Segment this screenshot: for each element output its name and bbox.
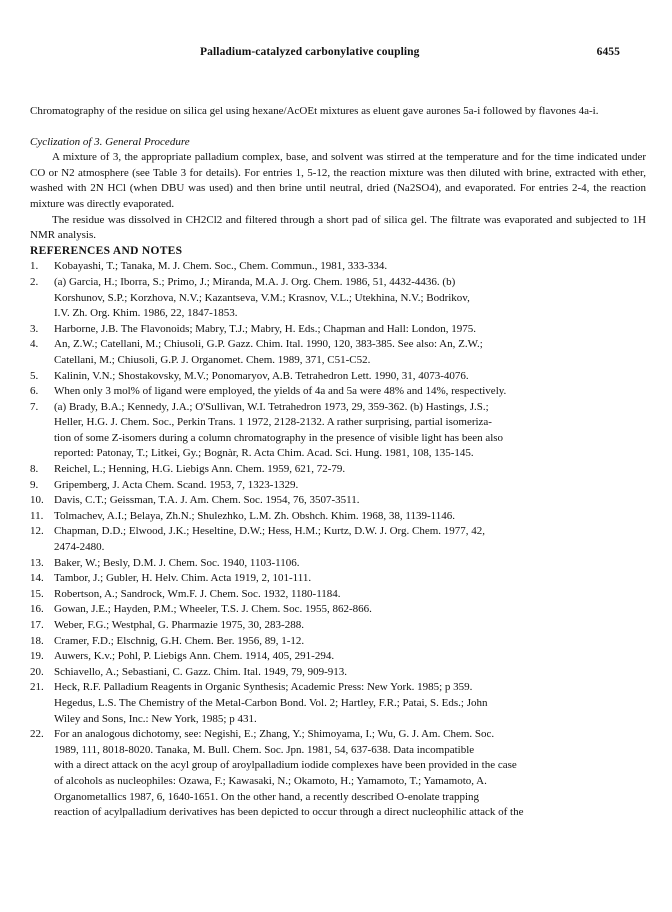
reference-line: tion of some Z-isomers during a column chromatography in the presence of visible light has been also <box>54 431 504 444</box>
reference-line: Tambor, J.; Gubler, H. Helv. Chim. Acta 1919, 2, 101-111. <box>54 572 312 585</box>
reference-number: 20. <box>30 665 44 678</box>
reference-item <box>30 571 646 587</box>
reference-line: When only 3 mol% of ligand were employed, the yields of 4a and 5a were 48% and 14%, respectively. <box>54 385 507 398</box>
reference-text <box>54 665 646 681</box>
page-body <box>30 104 646 821</box>
reference-line: Kobayashi, T.; Tanaka, M. J. Chem. Soc., Chem. Commun., 1981, 333-334. <box>54 260 388 273</box>
reference-line: 1989, 111, 8018-8020. Tanaka, M. Bull. Chem. Soc. Jpn. 1981, 54, 637-638. Data incompatible <box>54 743 475 756</box>
reference-item <box>30 384 646 400</box>
reference-text <box>54 478 646 494</box>
reference-text <box>54 618 646 634</box>
reference-text <box>54 556 646 572</box>
reference-number: 11. <box>30 509 44 522</box>
reference-text <box>54 493 646 509</box>
reference-item <box>30 259 646 275</box>
reference-text <box>54 602 646 618</box>
reference-line: Kalinin, V.N.; Shostakovsky, M.V.; Ponomaryov, A.B. Tetrahedron Lett. 1990, 31, 4073-4076. <box>54 369 469 382</box>
reference-line: Organometallics 1987, 6, 1640-1651. On the other hand, a recently described O-enolate trapping <box>54 790 480 803</box>
reference-line: Heck, R.F. Palladium Reagents in Organic Synthesis; Academic Press: New York. 1985; p 359. <box>54 681 473 694</box>
reference-line: (a) Garcia, H.; Iborra, S.; Primo, J.; Miranda, M.A. J. Org. Chem. 1986, 51, 4432-4436. (b) <box>54 275 456 288</box>
reference-line: Gripemberg, J. Acta Chem. Scand. 1953, 7, 1323-1329. <box>54 478 299 491</box>
reference-line: Catellani, M.; Chiusoli, G.P. J. Organomet. Chem. 1989, 371, C51-C52. <box>54 353 371 366</box>
reference-item <box>30 602 646 618</box>
reference-item <box>30 524 646 555</box>
reference-line: Schiavello, A.; Sebastiani, C. Gazz. Chim. Ital. 1949, 79, 909-913. <box>54 665 347 678</box>
references-heading: REFERENCES AND NOTES <box>30 244 183 257</box>
procedure-paragraph-1: A mixture of 3, the appropriate palladium complex, base, and solvent was stirred at the temperature and for the time indicated under CO or N2 atmosphere (see Table 3 for details). For entries 1, 5-12, the reaction mixture was then diluted with brine, extracted with ether, washed with 2N HCl (when DBU was used) and then brine until neutral, dried (Na2SO4), and evaporated. For entries 2-4, the reaction mixture was directly evaporated. <box>30 151 646 210</box>
reference-number: 18. <box>30 634 44 647</box>
reference-line: Robertson, A.; Sandrock, Wm.F. J. Chem. Soc. 1932, 1180-1184. <box>54 587 341 600</box>
reference-line: Baker, W.; Besly, D.M. J. Chem. Soc. 1940, 1103-1106. <box>54 556 300 569</box>
reference-text <box>54 680 646 727</box>
reference-text <box>54 400 646 462</box>
intro-paragraph: Chromatography of the residue on silica gel using hexane/AcOEt mixtures as eluent gave aurones 5a-i followed by flavones 4a-i. <box>30 105 599 117</box>
procedure-paragraph-2: The residue was dissolved in CH2Cl2 and filtered through a short pad of silica gel. The filtrate was evaporated and subjected to 1H NMR analysis. <box>30 213 646 242</box>
reference-number: 13. <box>30 556 44 569</box>
reference-line: Wiley and Sons, Inc.: New York, 1985; p 431. <box>54 712 257 725</box>
reference-text <box>54 727 646 821</box>
reference-text <box>54 384 646 400</box>
reference-line: Harborne, J.B. The Flavonoids; Mabry, T.J.; Mabry, H. Eds.; Chapman and Hall: London, 1975. <box>54 322 477 335</box>
reference-item <box>30 462 646 478</box>
page-number: 6455 <box>596 46 620 58</box>
reference-line: 2474-2480. <box>54 541 105 554</box>
reference-line: Cramer, F.D.; Elschnig, G.H. Chem. Ber. 1956, 89, 1-12. <box>54 634 305 647</box>
reference-item <box>30 275 646 322</box>
reference-number: 14. <box>30 572 44 585</box>
reference-line: Gowan, J.E.; Hayden, P.M.; Wheeler, T.S. J. Chem. Soc. 1955, 862-866. <box>54 603 372 616</box>
reference-text <box>54 571 646 587</box>
reference-item <box>30 369 646 385</box>
reference-item <box>30 337 646 368</box>
reference-text <box>54 587 646 603</box>
reference-number: 21. <box>30 681 44 694</box>
reference-item <box>30 587 646 603</box>
reference-number: 1. <box>30 260 39 273</box>
reference-line: I.V. Zh. Org. Khim. 1986, 22, 1847-1853. <box>54 307 238 320</box>
reference-line: Heller, H.G. J. Chem. Soc., Perkin Trans. 1 1972, 2128-2132. A rather surprising, partial isomeriza- <box>54 416 492 429</box>
reference-item <box>30 618 646 634</box>
reference-item <box>30 493 646 509</box>
reference-line: Tolmachev, A.I.; Belaya, Zh.N.; Shulezhko, L.M. Zh. Obshch. Khim. 1968, 38, 1139-1146. <box>54 509 455 522</box>
reference-line: Hegedus, L.S. The Chemistry of the Metal-Carbon Bond. Vol. 2; Hartley, F.R.; Patai, S. Eds.; John <box>54 696 488 709</box>
section-heading: Cyclization of 3. General Procedure <box>30 135 190 148</box>
reference-number: 4. <box>30 338 39 351</box>
reference-item <box>30 322 646 338</box>
reference-item <box>30 665 646 681</box>
reference-number: 16. <box>30 603 44 616</box>
reference-line: Auwers, K.v.; Pohl, P. Liebigs Ann. Chem. 1914, 405, 291-294. <box>54 650 335 663</box>
reference-text <box>54 634 646 650</box>
reference-text <box>54 524 646 555</box>
reference-line: Weber, F.G.; Westphal, G. Pharmazie 1975, 30, 283-288. <box>54 619 304 631</box>
reference-item <box>30 509 646 525</box>
reference-line: of alcohols as nucleophiles: Ozawa, F.; Kawasaki, N.; Okamoto, H.; Yamamoto, T.; Yamamoto, A. <box>54 774 487 787</box>
reference-item <box>30 556 646 572</box>
reference-item <box>30 400 646 462</box>
reference-number: 8. <box>30 463 39 476</box>
reference-line: with a direct attack on the acyl group of aroylpalladium iodide complexes have been provided in the case <box>54 759 517 772</box>
references-list <box>30 259 646 820</box>
reference-item <box>30 680 646 727</box>
reference-line: reaction of acylpalladium derivatives has been depicted to occur through a direct nucleophilic attack of the <box>54 806 524 819</box>
running-title: Palladium-catalyzed carbonylative coupling <box>200 46 420 58</box>
reference-text <box>54 259 646 275</box>
reference-number: 19. <box>30 650 44 663</box>
reference-number: 10. <box>30 494 44 507</box>
reference-number: 22. <box>30 728 44 741</box>
reference-line: Chapman, D.D.; Elwood, J.K.; Heseltine, D.W.; Hess, H.M.; Kurtz, D.W. J. Org. Chem. 1977, 42, <box>54 525 486 538</box>
reference-line: For an analogous dichotomy, see: Negishi, E.; Zhang, Y.; Shimoyama, I.; Wu, G. J. Am. Chem. Soc. <box>54 728 495 741</box>
reference-text <box>54 322 646 338</box>
reference-number: 17. <box>30 619 44 631</box>
reference-line: Reichel, L.; Henning, H.G. Liebigs Ann. Chem. 1959, 621, 72-79. <box>54 463 346 476</box>
reference-line: (a) Brady, B.A.; Kennedy, J.A.; O'Sullivan, W.I. Tetrahedron 1973, 29, 359-362. (b) Hastings, J.S.; <box>54 400 489 413</box>
reference-line: Davis, C.T.; Geissman, T.A. J. Am. Chem. Soc. 1954, 76, 3507-3511. <box>54 494 360 507</box>
reference-number: 6. <box>30 385 39 398</box>
reference-number: 12. <box>30 525 44 538</box>
reference-line: reported: Patonay, T.; Litkei, Gy.; Bognàr, R. Acta Chim. Acad. Sci. Hung. 1981, 108, 135-145. <box>54 447 474 460</box>
reference-item <box>30 634 646 650</box>
reference-number: 5. <box>30 369 39 382</box>
reference-text <box>54 369 646 385</box>
reference-text <box>54 337 646 368</box>
reference-item <box>30 649 646 665</box>
reference-number: 15. <box>30 587 44 600</box>
reference-number: 2. <box>30 275 39 288</box>
reference-number: 3. <box>30 322 39 335</box>
reference-item <box>30 727 646 821</box>
reference-number: 9. <box>30 478 39 491</box>
reference-line: An, Z.W.; Catellani, M.; Chiusoli, G.P. Gazz. Chim. Ital. 1990, 120, 383-385. See also: An, Z.W.; <box>54 338 483 351</box>
reference-text <box>54 462 646 478</box>
reference-text <box>54 275 646 322</box>
reference-item <box>30 478 646 494</box>
reference-number: 7. <box>30 400 39 413</box>
reference-line: Korshunov, S.P.; Korzhova, N.V.; Kazantseva, V.M.; Krasnov, V.L.; Utekhina, N.V.; Bodrikov, <box>54 291 470 304</box>
reference-text <box>54 649 646 665</box>
reference-text <box>54 509 646 525</box>
